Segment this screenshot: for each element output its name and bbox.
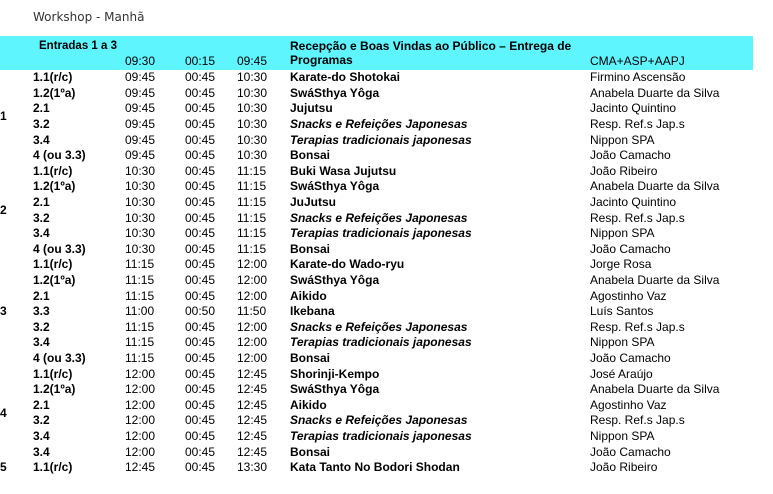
table-row: [0, 288, 753, 304]
group-label[interactable]: 2: [0, 202, 7, 217]
table-row: [0, 148, 753, 164]
room-cell[interactable]: 3.4: [33, 335, 50, 350]
start-time-cell[interactable]: 12:00: [125, 397, 156, 412]
table-row: [0, 226, 753, 242]
duration-cell[interactable]: 00:45: [185, 241, 216, 256]
activity-cell[interactable]: Karate-do Shotokai: [290, 70, 401, 85]
instructor-cell[interactable]: Jacinto Quintino: [590, 101, 677, 116]
duration-cell[interactable]: 00:50: [185, 304, 216, 319]
instructor-cell[interactable]: João Ribeiro: [590, 460, 658, 475]
start-time-cell[interactable]: 12:00: [125, 444, 156, 459]
instructor-cell[interactable]: Resp. Ref.s Jap.s: [590, 210, 685, 225]
room-cell[interactable]: 1.2(1ºa): [33, 179, 76, 194]
activity-cell[interactable]: Jujutsu: [290, 101, 333, 116]
activity-cell[interactable]: Aikido: [290, 397, 327, 412]
start-time-cell[interactable]: 11:15: [125, 288, 155, 303]
table-row: [0, 195, 753, 211]
instructor-cell[interactable]: João Ribeiro: [590, 163, 658, 178]
activity-cell[interactable]: Aikido: [290, 288, 327, 303]
activity-cell[interactable]: Terapias tradicionais japonesas: [290, 335, 472, 350]
room-cell[interactable]: 3.4: [33, 132, 50, 147]
activity-cell[interactable]: Snacks e Refeições Japonesas: [290, 210, 468, 225]
header-group-cell: [0, 36, 33, 70]
start-time-cell[interactable]: 09:45: [125, 70, 156, 85]
instructor-cell[interactable]: Luís Santos: [590, 304, 654, 319]
end-time-cell[interactable]: 10:30: [237, 70, 268, 85]
room-cell[interactable]: 3.4: [33, 428, 50, 443]
table-row: [0, 366, 753, 382]
table-row: [0, 273, 753, 289]
activity-cell[interactable]: Terapias tradicionais japonesas: [290, 226, 472, 241]
activity-cell[interactable]: Ikebana: [290, 304, 335, 319]
duration-cell[interactable]: 00:45: [185, 444, 216, 459]
instructor-cell[interactable]: Nippon SPA: [590, 132, 655, 147]
table-row: [0, 444, 753, 460]
table-row: [0, 460, 753, 476]
room-cell[interactable]: 1.2(1ºa): [33, 273, 76, 288]
start-time-cell[interactable]: 09:45: [125, 101, 156, 116]
table-row: [0, 179, 753, 195]
duration-cell[interactable]: 00:45: [185, 210, 216, 225]
header-activity[interactable]: Recepção e Boas Vindas ao Público – Entrega de Programas: [290, 36, 590, 70]
duration-cell[interactable]: 00:45: [185, 366, 216, 381]
table-row: [0, 335, 753, 351]
duration-cell[interactable]: 00:45: [185, 148, 216, 163]
room-cell[interactable]: 3.2: [33, 117, 50, 132]
instructor-cell[interactable]: Anabela Duarte da Silva: [590, 179, 720, 194]
room-cell[interactable]: 2.1: [33, 195, 50, 210]
instructor-cell[interactable]: Anabela Duarte da Silva: [590, 382, 720, 397]
activity-cell[interactable]: SwáSthya Yôga: [290, 179, 380, 194]
room-cell[interactable]: 4 (ou 3.3): [33, 241, 86, 256]
activity-cell[interactable]: Bonsai: [290, 241, 331, 256]
table-row: [0, 257, 753, 273]
group-label[interactable]: 3: [0, 304, 7, 319]
table-row: [0, 382, 753, 398]
end-time-cell[interactable]: 11:15: [237, 179, 267, 194]
room-cell[interactable]: 1.2(1ºa): [33, 85, 76, 100]
table-row: [0, 210, 753, 226]
end-time-cell[interactable]: 12:45: [237, 444, 268, 459]
duration-cell[interactable]: 00:45: [185, 288, 216, 303]
duration-cell[interactable]: 00:45: [185, 273, 216, 288]
activity-cell[interactable]: SwáSthya Yôga: [290, 382, 380, 397]
header-duration[interactable]: 00:15: [185, 36, 237, 70]
instructor-cell[interactable]: Resp. Ref.s Jap.s: [590, 117, 685, 132]
activity-cell[interactable]: Buki Wasa Jujutsu: [290, 163, 397, 178]
activity-cell[interactable]: Shorinji-Kempo: [290, 366, 380, 381]
activity-cell[interactable]: SwáSthya Yôga: [290, 273, 380, 288]
end-time-cell[interactable]: 10:30: [237, 117, 268, 132]
schedule-table: [0, 36, 753, 475]
table-row: [0, 101, 753, 117]
header-start[interactable]: 09:30: [125, 36, 185, 70]
room-cell[interactable]: 1.1(r/c): [33, 163, 73, 178]
room-cell[interactable]: 1.1(r/c): [33, 460, 73, 475]
room-cell[interactable]: 2.1: [33, 101, 50, 116]
start-time-cell[interactable]: 10:30: [125, 179, 156, 194]
end-time-cell[interactable]: 10:30: [237, 101, 268, 116]
end-time-cell[interactable]: 12:00: [237, 350, 268, 365]
table-row: [0, 304, 753, 320]
table-row: [0, 242, 753, 258]
start-time-cell[interactable]: 11:15: [125, 335, 155, 350]
sheet-title: Workshop - Manhã: [33, 10, 145, 24]
start-time-cell[interactable]: 10:30: [125, 210, 156, 225]
end-time-cell[interactable]: 11:15: [237, 241, 267, 256]
room-cell[interactable]: 4 (ou 3.3): [33, 350, 86, 365]
room-cell[interactable]: 3.2: [33, 210, 50, 225]
room-cell[interactable]: 1.1(r/c): [33, 70, 73, 85]
group-label[interactable]: 4: [0, 405, 7, 420]
end-time-cell[interactable]: 12:45: [237, 366, 268, 381]
activity-cell[interactable]: SwáSthya Yôga: [290, 85, 380, 100]
duration-cell[interactable]: 00:45: [185, 382, 216, 397]
duration-cell[interactable]: 00:45: [185, 179, 216, 194]
duration-cell[interactable]: 00:45: [185, 460, 216, 475]
table-row: [0, 164, 753, 180]
instructor-cell[interactable]: Jorge Rosa: [590, 257, 652, 272]
start-time-cell[interactable]: 11:00: [125, 304, 155, 319]
instructor-cell[interactable]: João Camacho: [590, 241, 671, 256]
end-time-cell[interactable]: 12:00: [237, 335, 268, 350]
start-time-cell[interactable]: 10:30: [125, 195, 156, 210]
start-time-cell[interactable]: 09:45: [125, 117, 156, 132]
duration-cell[interactable]: 00:45: [185, 195, 216, 210]
end-time-cell[interactable]: 11:50: [237, 304, 267, 319]
table-row: [0, 320, 753, 336]
start-time-cell[interactable]: 12:45: [125, 460, 156, 475]
duration-cell[interactable]: 00:45: [185, 101, 216, 116]
start-time-cell[interactable]: 11:15: [125, 257, 155, 272]
room-cell[interactable]: 4 (ou 3.3): [33, 148, 86, 163]
end-time-cell[interactable]: 11:15: [237, 226, 267, 241]
start-time-cell[interactable]: 12:00: [125, 428, 156, 443]
instructor-cell[interactable]: Anabela Duarte da Silva: [590, 273, 720, 288]
schedule-body: [0, 36, 753, 475]
room-cell[interactable]: 1.2(1ºa): [33, 382, 76, 397]
end-time-cell[interactable]: 11:15: [237, 210, 267, 225]
start-time-cell[interactable]: 10:30: [125, 241, 156, 256]
duration-cell[interactable]: 00:45: [185, 335, 216, 350]
instructor-cell[interactable]: João Camacho: [590, 148, 671, 163]
header-row: [0, 36, 753, 70]
duration-cell[interactable]: 00:45: [185, 117, 216, 132]
room-cell[interactable]: 3.4: [33, 226, 50, 241]
instructor-cell[interactable]: Agostinho Vaz: [590, 288, 667, 303]
start-time-cell[interactable]: 11:15: [125, 273, 155, 288]
room-cell[interactable]: 3.2: [33, 319, 50, 334]
activity-cell[interactable]: Bonsai: [290, 350, 331, 365]
start-time-cell[interactable]: 09:45: [125, 85, 156, 100]
end-time-cell[interactable]: 12:45: [237, 428, 268, 443]
table-row: [0, 132, 753, 148]
room-cell[interactable]: 2.1: [33, 288, 50, 303]
group-label[interactable]: 1: [0, 109, 7, 124]
duration-cell[interactable]: 00:45: [185, 70, 216, 85]
end-time-cell[interactable]: 10:30: [237, 85, 268, 100]
room-cell[interactable]: 1.1(r/c): [33, 257, 73, 272]
table-row: [0, 86, 753, 102]
instructor-cell[interactable]: Nippon SPA: [590, 226, 655, 241]
instructor-cell[interactable]: João Camacho: [590, 350, 671, 365]
end-time-cell[interactable]: 10:30: [237, 148, 268, 163]
header-end[interactable]: 09:45: [237, 36, 290, 70]
duration-cell[interactable]: 00:45: [185, 319, 216, 334]
room-cell[interactable]: 1.1(r/c): [33, 366, 73, 381]
duration-cell[interactable]: 00:45: [185, 397, 216, 412]
activity-cell[interactable]: Terapias tradicionais japonesas: [290, 132, 472, 147]
activity-cell[interactable]: JuJutsu: [290, 195, 337, 210]
activity-cell[interactable]: Bonsai: [290, 444, 331, 459]
duration-cell[interactable]: 00:45: [185, 428, 216, 443]
duration-cell[interactable]: 00:45: [185, 413, 216, 428]
header-rooms[interactable]: Entradas 1 a 3: [33, 36, 125, 70]
end-time-cell[interactable]: 12:45: [237, 413, 268, 428]
end-time-cell[interactable]: 13:30: [237, 460, 268, 475]
table-row: [0, 397, 753, 413]
end-time-cell[interactable]: 12:00: [237, 288, 268, 303]
instructor-cell[interactable]: Jacinto Quintino: [590, 195, 677, 210]
table-row: [0, 429, 753, 445]
instructor-cell[interactable]: Nippon SPA: [590, 428, 655, 443]
header-by[interactable]: CMA+ASP+AAPJ: [590, 36, 753, 70]
start-time-cell[interactable]: 11:15: [125, 350, 155, 365]
duration-cell[interactable]: 00:45: [185, 257, 216, 272]
start-time-cell[interactable]: 09:45: [125, 148, 156, 163]
instructor-cell[interactable]: Resp. Ref.s Jap.s: [590, 319, 685, 334]
end-time-cell[interactable]: 12:00: [237, 319, 268, 334]
end-time-cell[interactable]: 10:30: [237, 132, 268, 147]
start-time-cell[interactable]: 12:00: [125, 366, 156, 381]
room-cell[interactable]: 3.3: [33, 304, 50, 319]
activity-cell[interactable]: Kata Tanto No Bodori Shodan: [290, 460, 460, 475]
duration-cell[interactable]: 00:45: [185, 163, 216, 178]
instructor-cell[interactable]: Firmino Ascensão: [590, 70, 686, 85]
room-cell[interactable]: 3.2: [33, 413, 50, 428]
activity-cell[interactable]: Snacks e Refeições Japonesas: [290, 117, 468, 132]
table-row: [0, 351, 753, 367]
instructor-cell[interactable]: José Araújo: [590, 366, 653, 381]
start-time-cell[interactable]: 09:45: [125, 132, 156, 147]
duration-cell[interactable]: 00:45: [185, 85, 216, 100]
activity-cell[interactable]: Terapias tradicionais japonesas: [290, 428, 472, 443]
room-cell[interactable]: 2.1: [33, 397, 50, 412]
table-row: [0, 117, 753, 133]
start-time-cell[interactable]: 11:15: [125, 319, 155, 334]
activity-cell[interactable]: Karate-do Wado-ryu: [290, 257, 405, 272]
end-time-cell[interactable]: 12:45: [237, 382, 268, 397]
activity-cell[interactable]: Snacks e Refeições Japonesas: [290, 413, 468, 428]
start-time-cell[interactable]: 10:30: [125, 163, 156, 178]
instructor-cell[interactable]: Anabela Duarte da Silva: [590, 85, 720, 100]
table-row: [0, 413, 753, 429]
duration-cell[interactable]: 00:45: [185, 350, 216, 365]
instructor-cell[interactable]: João Camacho: [590, 444, 671, 459]
end-time-cell[interactable]: 11:15: [237, 163, 267, 178]
end-time-cell[interactable]: 12:45: [237, 397, 268, 412]
instructor-cell[interactable]: Nippon SPA: [590, 335, 655, 350]
room-cell[interactable]: 3.4: [33, 444, 50, 459]
start-time-cell[interactable]: 10:30: [125, 226, 156, 241]
activity-cell[interactable]: Snacks e Refeições Japonesas: [290, 319, 468, 334]
end-time-cell[interactable]: 11:15: [237, 195, 267, 210]
activity-cell[interactable]: Bonsai: [290, 148, 331, 163]
duration-cell[interactable]: 00:45: [185, 226, 216, 241]
end-time-cell[interactable]: 12:00: [237, 273, 268, 288]
end-time-cell[interactable]: 12:00: [237, 257, 268, 272]
duration-cell[interactable]: 00:45: [185, 132, 216, 147]
start-time-cell[interactable]: 12:00: [125, 382, 156, 397]
group-label[interactable]: 5: [0, 460, 7, 475]
table-row: [0, 70, 753, 86]
instructor-cell[interactable]: Agostinho Vaz: [590, 397, 667, 412]
start-time-cell[interactable]: 12:00: [125, 413, 156, 428]
instructor-cell[interactable]: Resp. Ref.s Jap.s: [590, 413, 685, 428]
